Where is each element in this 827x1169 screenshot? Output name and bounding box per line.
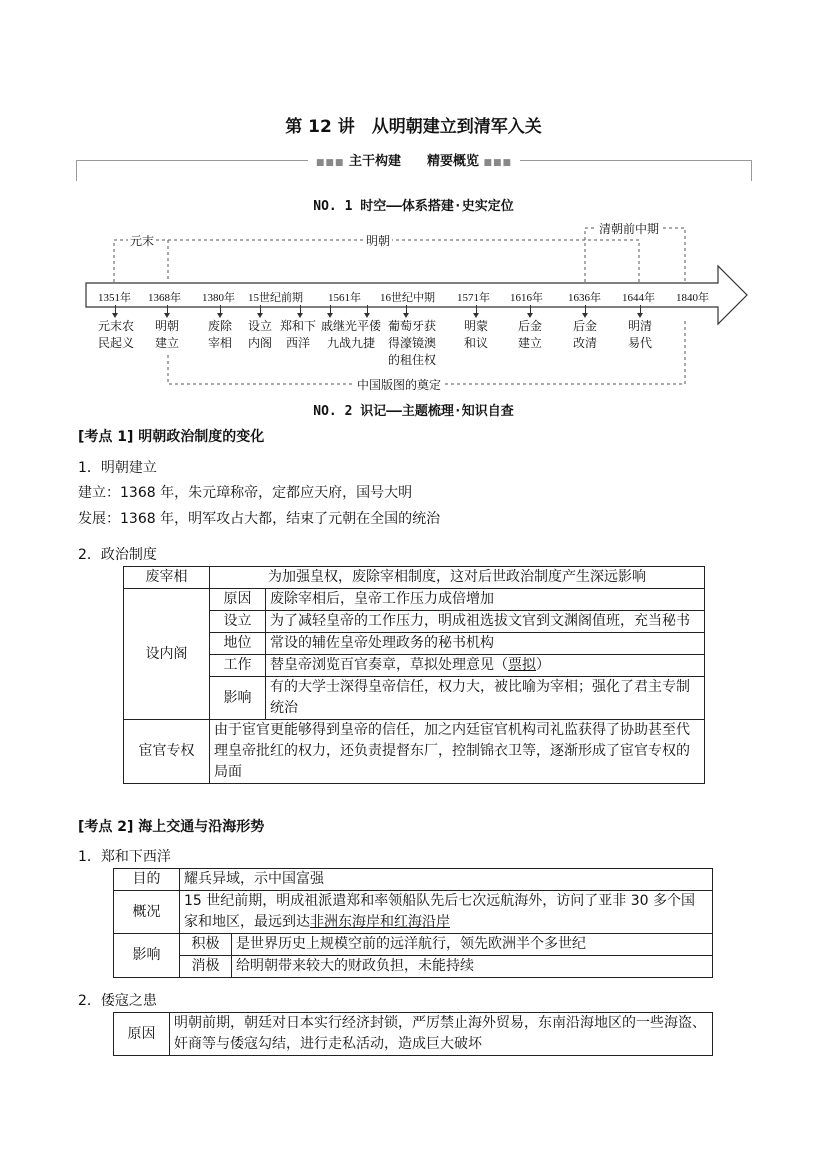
bracket-ming <box>168 240 639 282</box>
event-label-1561: 戚继光平倭九战九捷 <box>320 319 381 350</box>
cell-text: 由于宦官更能够得到皇帝的信任，加之内廷宦官机构司礼监获得了协助甚至代理皇帝批红的权力，还负责提督东厂，控制锦衣卫等，逐渐形成了宦官专权的局面 <box>210 720 705 784</box>
section-banner: ■■■ 主干构建 精要概览 ■■■ <box>76 158 752 180</box>
table-row <box>124 567 705 589</box>
topic-1-line-2: 发展：1368 年，明军攻占大都，结束了元朝在全国的统治 <box>78 511 441 527</box>
year-1561: 1561年 <box>328 292 361 304</box>
cell-text: 常设的辅佐皇帝处理政务的秘书机构 <box>266 633 705 655</box>
table-row <box>114 1013 713 1056</box>
cell-key: 目的 <box>114 869 180 891</box>
cell-key: 设立 <box>210 611 266 633</box>
event-label-1636: 后金改清 <box>572 319 597 350</box>
table-row <box>124 720 705 784</box>
year-1636: 1636年 <box>568 292 601 304</box>
topic-1-heading: [考点 1] 明朝政治制度的变化 <box>78 429 265 445</box>
event-label-1368: 明朝建立 <box>154 319 179 350</box>
event-label-neige: 设立内阁 <box>247 319 272 350</box>
cell-text: 废除宰相后，皇帝工作压力成倍增加 <box>266 589 705 611</box>
cell-head: 设内阁 <box>124 589 210 720</box>
page-title: 第 12 讲 从明朝建立到清军入关 <box>285 117 542 137</box>
table-row <box>114 869 713 891</box>
topic-2-sub-2: 2．倭寇之患 <box>78 993 157 1009</box>
cell-key: 影响 <box>210 677 266 720</box>
table-row <box>124 655 705 677</box>
zhenghe-table <box>113 868 713 978</box>
event-label-1571: 明蒙和议 <box>463 319 488 350</box>
cell-head: 宦官专权 <box>124 720 210 784</box>
banner-left: 主干构建 <box>348 154 401 169</box>
cell-key: 原因 <box>210 589 266 611</box>
table-row <box>124 677 705 720</box>
cell-text: 耀兵异域，示中国富强 <box>180 869 713 891</box>
cell-text: 为加强皇权，废除宰相制度，这对后世政治制度产生深远影响 <box>210 567 705 589</box>
topic-2-sub-1: 1．郑和下西洋 <box>78 849 171 865</box>
cell-text: 为了减轻皇帝的工作压力，明成祖选拔文官到文渊阁值班，充当秘书 <box>266 611 705 633</box>
cell-text: 给明朝带来较大的财政负担，未能持续 <box>232 956 713 978</box>
event-label-16c: 葡萄牙获得濠镜澳的租住权 <box>388 319 437 367</box>
cell-key: 地位 <box>210 633 266 655</box>
cell-head: 废宰相 <box>124 567 210 589</box>
cell-text: 有的大学士深得皇帝信任，权力大，被比喻为宰相；强化了君主专制统治 <box>266 677 705 720</box>
section-heading-2: NO. 2 识记——主题梳理·知识自查 <box>313 404 514 419</box>
politics-table <box>123 566 705 784</box>
period-ming: 明朝 <box>366 234 391 248</box>
event-label-1380: 废除宰相 <box>207 319 232 350</box>
cell-key: 原因 <box>114 1013 170 1056</box>
cell-text: 替皇帝浏览百官奏章，草拟处理意见（票拟） <box>266 655 705 677</box>
year-1840: 1840年 <box>676 292 709 304</box>
event-label-1644: 明清易代 <box>627 319 652 350</box>
year-1571: 1571年 <box>457 292 490 304</box>
topic-1-line-1: 建立：1368 年，朱元璋称帝，定都应天府，国号大明 <box>78 485 413 501</box>
event-label-1616: 后金建立 <box>517 319 542 350</box>
period-qing: 清朝前中期 <box>599 222 660 236</box>
banner-right: 精要概览 <box>427 154 480 169</box>
timeline-bottom-note: 中国版图的奠定 <box>354 376 444 393</box>
cell-key: 消极 <box>180 956 232 978</box>
table-row <box>114 956 713 978</box>
cell-key: 影响 <box>114 934 180 978</box>
table-row <box>114 891 713 934</box>
cell-text: 是世界历史上规模空前的远洋航行，领先欧洲半个多世纪 <box>232 934 713 956</box>
topic-1-sub-2: 2．政治制度 <box>78 547 157 563</box>
cell-text: 15 世纪前期，明成祖派遣郑和率领船队先后七次远航海外，访问了亚非 30 多个国家和地区，最远到达非洲东海岸和红海沿岸 <box>180 891 713 934</box>
table-row <box>114 934 713 956</box>
year-16c: 16世纪中期 <box>380 292 435 304</box>
cell-key: 积极 <box>180 934 232 956</box>
table-row <box>124 633 705 655</box>
section-heading-1: NO. 1 时空——体系搭建·史实定位 <box>313 199 514 214</box>
event-label-zhenghe: 郑和下西洋 <box>279 319 316 350</box>
table-row <box>124 611 705 633</box>
table-row <box>124 589 705 611</box>
period-yuan: 元末 <box>130 234 155 248</box>
event-label-1351: 元末农民起义 <box>97 319 134 350</box>
topic-2-heading: [考点 2] 海上交通与沿海形势 <box>78 819 265 835</box>
timeline <box>0 0 827 400</box>
cell-key: 概况 <box>114 891 180 934</box>
year-1644: 1644年 <box>622 292 655 304</box>
year-15c: 15世纪前期 <box>248 292 303 304</box>
cell-text: 明朝前期，朝廷对日本实行经济封锁，严厉禁止海外贸易，东南沿海地区的一些海盗、奸商等与倭寇勾结，进行走私活动，造成巨大破坏 <box>170 1013 713 1056</box>
year-1351: 1351年 <box>98 292 131 304</box>
year-1380: 1380年 <box>202 292 235 304</box>
wokou-table <box>113 1012 713 1056</box>
year-1616: 1616年 <box>510 292 543 304</box>
cell-key: 工作 <box>210 655 266 677</box>
year-1368: 1368年 <box>148 292 181 304</box>
topic-1-sub-1: 1．明朝建立 <box>78 460 157 476</box>
